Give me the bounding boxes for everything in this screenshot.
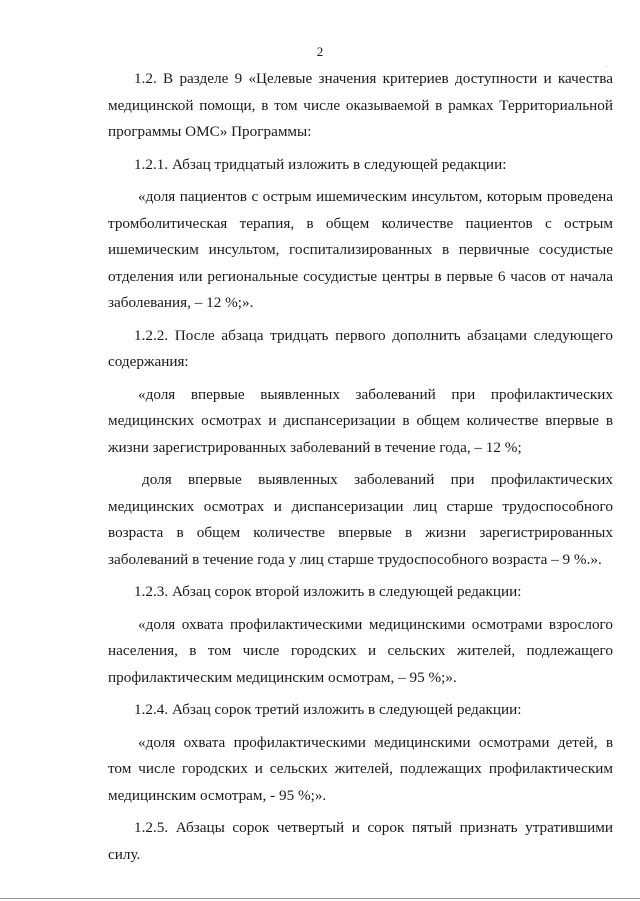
paragraph-item-1-2-2: 1.2.2. После абзаца тридцать первого дополнить абзацами следующего содержания: <box>108 326 613 370</box>
scan-speck <box>606 66 607 67</box>
paragraph-section-1-2: 1.2. В разделе 9 «Целевые значения критериев доступности и качества медицинской помощи, в том числе оказываемой в рамках Территориальной программы ОМС» Программы: <box>108 70 613 140</box>
page-bottom-edge <box>0 898 640 899</box>
paragraph-item-1-2-5: 1.2.5. Абзацы сорок четвертый и сорок пятый признать утратившими силу. <box>108 819 613 863</box>
paragraph-quote-adult-coverage: «доля охвата профилактическими медицинскими осмотрами взрослого населения, в том числе городских и сельских жителей, подлежащего профилактическим медицинским осмотрам, – 95 %;». <box>108 615 613 686</box>
paragraph-quote-thrombolysis: «доля пациентов с острым ишемическим инсультом, которым проведена тромболитическая терапия, в общем количестве пациентов с острым ишемическим инсультом, госпитализированных в первичные сосудистые отделения или региональные сосудистые центры в первые 6 часов от начала заболевания, – 12 %;». <box>108 188 613 311</box>
paragraph-quote-children-coverage: «доля охвата профилактическими медицинскими осмотрами детей, в том числе городских и сельских жителей, подлежащих профилактическим медицинским осмотрам, - 95 %;». <box>108 733 613 804</box>
document-body <box>108 66 613 874</box>
paragraph-item-1-2-1: 1.2.1. Абзац тридцатый изложить в следующей редакции: <box>134 155 507 173</box>
paragraph-quote-first-detected: «доля впервые выявленных заболеваний при профилактических медицинских осмотрах и диспансеризации в общем количестве впервые в жизни зарегистрированных заболеваний в течение года, – 12 %; <box>108 385 613 456</box>
paragraph-quote-first-detected-elderly: доля впервые выявленных заболеваний при профилактических медицинских осмотрах и диспансеризации лиц старше трудоспособного возраста в общем количестве впервые в жизни зарегистрированных заболеваний в течение года у лиц старше трудоспособного возраста – 9 %.». <box>108 471 613 568</box>
paragraph-item-1-2-3: 1.2.3. Абзац сорок второй изложить в следующей редакции: <box>134 583 522 600</box>
page-number: 2 <box>316 44 324 59</box>
paragraph-item-1-2-4: 1.2.4. Абзац сорок третий изложить в следующей редакции: <box>134 701 522 718</box>
